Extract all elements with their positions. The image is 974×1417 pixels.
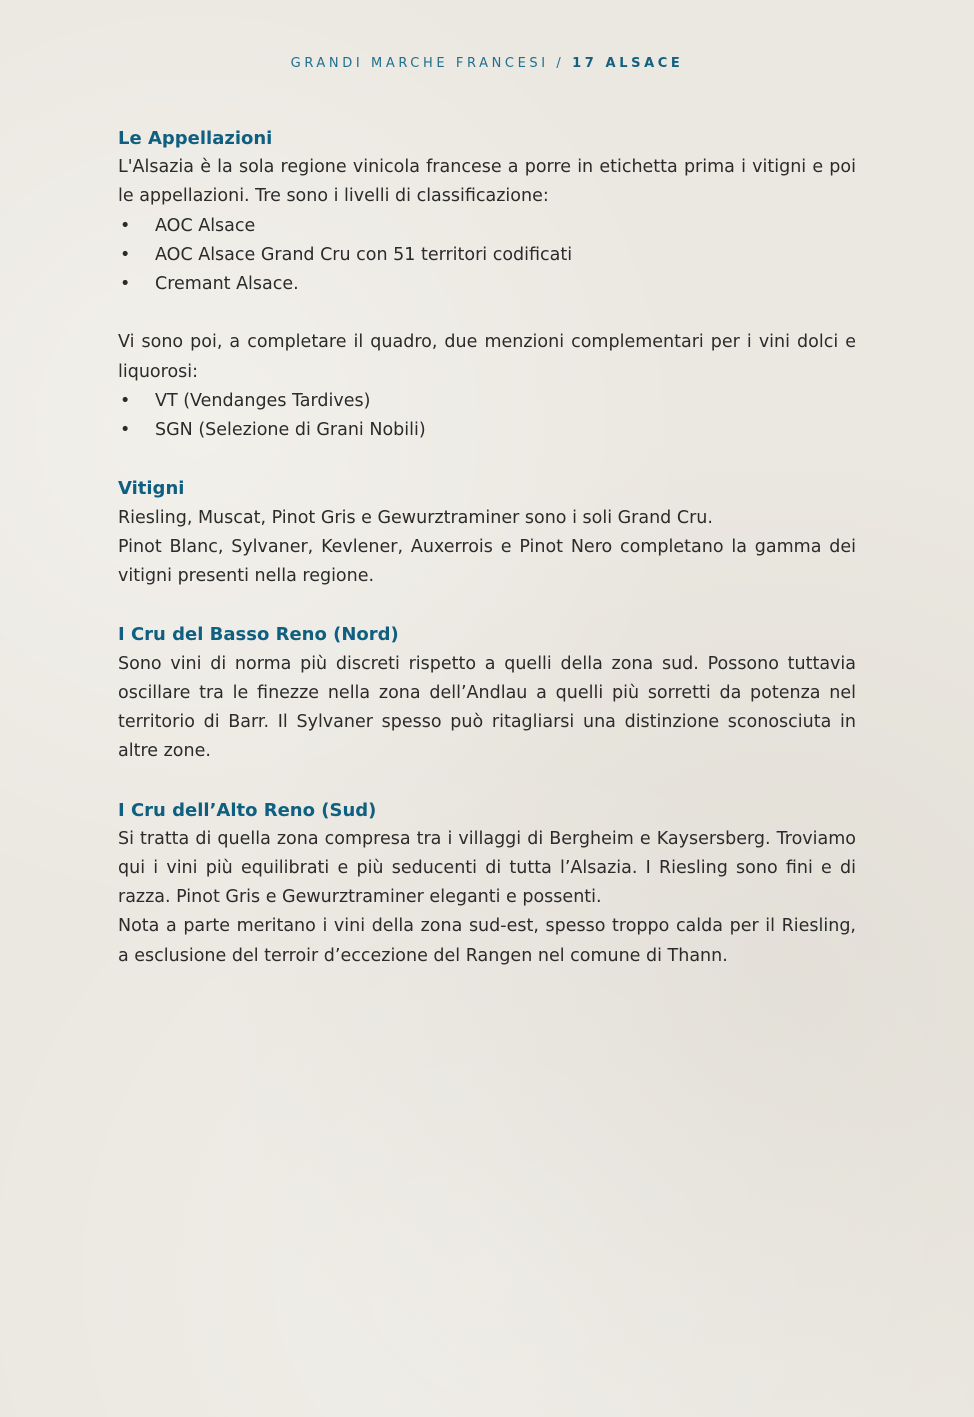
bullet-icon: •: [120, 274, 131, 295]
section-appellations: [118, 124, 856, 445]
list-item: [118, 270, 856, 299]
running-head: [0, 56, 974, 71]
list-item: [118, 416, 856, 445]
page-content: [118, 124, 856, 1000]
chapter-title: 17 ALSACE: [572, 56, 684, 71]
bullet-icon: •: [120, 420, 131, 441]
bullet-icon: •: [120, 215, 131, 236]
section-heading: I Cru del Basso Reno (Nord): [118, 624, 399, 646]
paragraph: Pinot Blanc, Sylvaner, Kevlener, Auxerrois e Pinot Nero completano la gamma dei vitigni presenti nella regione.: [118, 536, 856, 587]
bullet-icon: •: [120, 390, 131, 411]
section-bas-rhin: [118, 620, 856, 766]
separator: /: [556, 56, 565, 71]
paragraph: Sono vini di norma più discreti rispetto a quelli della zona sud. Possono tuttavia oscillare tra le finezze nella zona dell’Andlau a quelli più sorretti da potenza nel territorio di Barr. Il Sylvaner spesso può ritagliarsi una distinzione sconosciuta in altre zone.: [118, 653, 856, 762]
paragraph: Si tratta di quella zona compresa tra i villaggi di Bergheim e Kaysersberg. Troviamo qui i vini più equilibrati e più seducenti di tutta l’Alsazia. I Riesling sono fini e di razza. Pinot Gris e Gewurztraminer eleganti e possenti.: [118, 828, 856, 908]
paragraph: Vi sono poi, a completare il quadro, due menzioni complementari per i vini dolci e liquorosi:: [118, 332, 856, 382]
series-title: GRANDI MARCHE FRANCESI: [290, 56, 549, 71]
list-item-text: AOC Alsace: [155, 215, 256, 236]
list-item: [118, 212, 856, 241]
section-heading: Le Appellazioni: [118, 128, 273, 149]
section-heading: I Cru dell’Alto Reno (Sud): [118, 799, 377, 821]
list-item-text: AOC Alsace Grand Cru con 51 territori codificati: [155, 244, 573, 265]
paragraph: Riesling, Muscat, Pinot Gris e Gewurztraminer sono i soli Grand Cru.: [118, 507, 713, 528]
paragraph: L'Alsazia è la sola regione vinicola francese a porre in etichetta prima i vitigni e poi le appellazioni. Tre sono i livelli di classificazione:: [118, 157, 856, 207]
section-haut-rhin: [118, 796, 856, 971]
bullet-icon: •: [120, 244, 131, 265]
list-item: [118, 241, 856, 270]
section-heading: Vitigni: [118, 478, 185, 500]
mentions-list: [118, 387, 856, 445]
list-item: [118, 387, 856, 416]
classification-list: [118, 212, 856, 300]
paragraph: Nota a parte meritano i vini della zona sud-est, spesso troppo calda per il Riesling, a esclusione del terroir d’eccezione del Rangen nel comune di Thann.: [118, 916, 856, 966]
list-item-text: SGN (Selezione di Grani Nobili): [155, 420, 426, 441]
list-item-text: VT (Vendanges Tardives): [155, 390, 371, 411]
list-item-text: Cremant Alsace.: [155, 274, 299, 295]
section-grapes: [118, 474, 856, 591]
